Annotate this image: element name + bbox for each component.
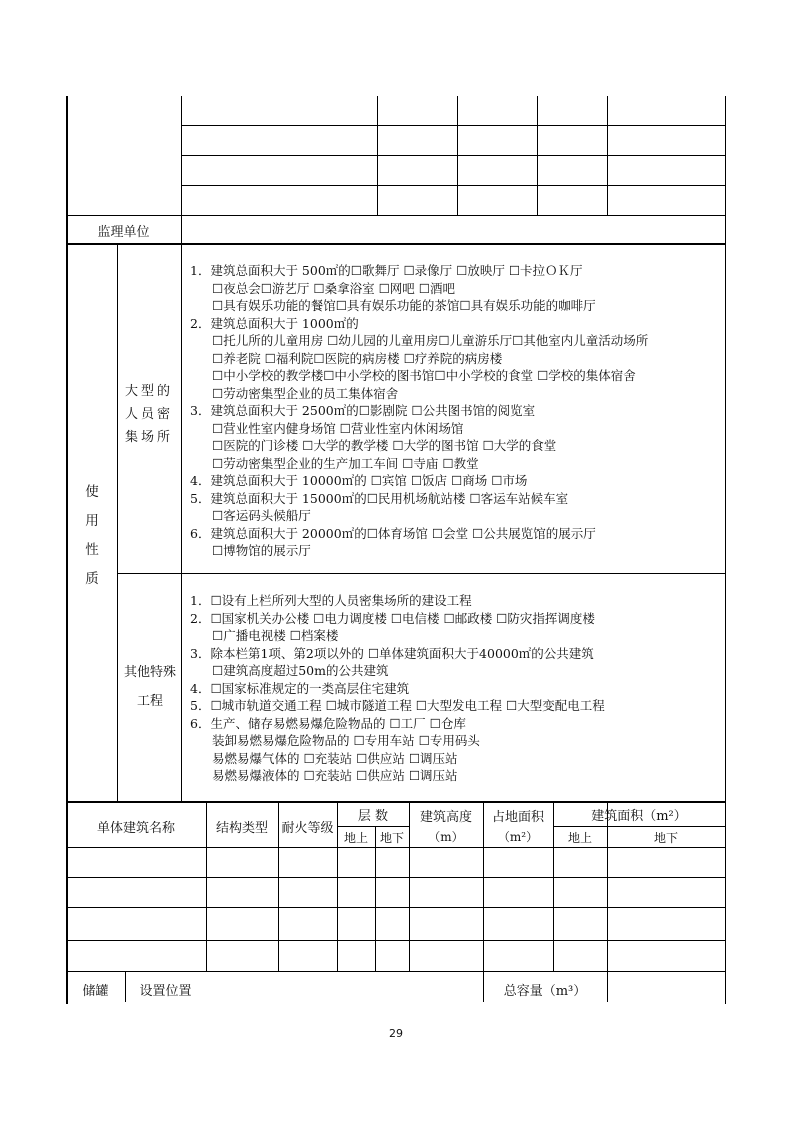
grid-line [181,243,182,802]
grid-line [66,907,725,908]
list-item: ☐医院的门诊楼 ☐大学的教学楼 ☐大学的图书馆 ☐大学的食堂 [212,438,557,453]
building-area-header: 建筑面积（m²） [591,809,687,824]
fire-rating-header: 耐火等级 [281,821,334,836]
grid-line [66,847,725,848]
special-project-text: 其他特殊工程 [124,665,177,709]
section-divider [66,243,726,245]
list-item: ☐夜总会☐游艺厅 ☐桑拿浴室 ☐网吧 ☐酒吧 [212,280,455,296]
area-above-header: 地上 [567,831,592,845]
tank-label: 储罐 [82,984,109,999]
list-item: ☐营业性室内健身场馆 ☐营业性室内休闲场馆 [212,420,464,436]
list-item: ☐劳动密集型企业的生产加工车间 ☐寺庙 ☐教堂 [212,455,479,471]
list-item: ☐劳动密集型企业的员工集体宿舍 [212,385,399,401]
area-below-header: 地下 [653,831,678,845]
list-item: 5．☐城市轨道交通工程 ☐城市隧道工程 ☐大型发电工程 ☐大型变配电工程 [190,698,605,713]
usage-nature-text: 使用性质 [85,484,99,587]
list-item: 3．建筑总面积大于 2500㎡的☐影剧院 ☐公共图书馆的阅览室 [190,403,536,418]
list-item: 1．建筑总面积大于 500㎡的☐歌舞厅 ☐录像厅 ☐放映厅 ☐卡拉ＯＫ厅 [190,263,583,278]
grid-line [553,802,554,972]
structure-type-header: 结构类型 [215,821,268,836]
large-venue-list [190,262,648,560]
special-project-list [190,592,605,785]
grid-line [66,877,725,878]
list-item: ☐具有娱乐功能的餐馆☐具有娱乐功能的茶馆☐具有娱乐功能的咖啡厅 [212,298,596,313]
tank-capacity-label: 总容量（m³） [503,984,587,999]
height-unit: （m） [428,830,464,844]
grid-line [181,185,725,186]
special-project-label [122,658,178,716]
list-item: 易燃易爆气体的 ☐充装站 ☐供应站 ☐调压站 [212,750,458,766]
list-item: 4．建筑总面积大于 10000㎡的 ☐宾馆 ☐饭店 ☐商场 ☐市场 [190,473,528,488]
list-item: ☐建筑高度超过50m的公共建筑 [212,663,389,678]
list-item: 6．建筑总面积大于 20000㎡的☐体育场馆 ☐会堂 ☐公共展览馆的展示厅 [190,525,596,541]
grid-line [553,826,725,827]
building-name-header: 单体建筑名称 [96,821,175,836]
list-item: 3．除本栏第1项、第2项以外的 ☐单体建筑面积大于40000㎡的公共建筑 [190,645,594,661]
list-item: 2．建筑总面积大于 1000㎡的 [190,315,359,331]
floors-header: 层 数 [357,809,389,824]
list-item: 4．☐国家标准规定的一类高层住宅建筑 [190,680,410,696]
floors-below-header: 地下 [379,831,404,845]
usage-nature-label [72,478,112,594]
list-item: ☐托儿所的儿童用房 ☐幼儿园的儿童用房☐儿童游乐厅☐其他室内儿童活动场所 [212,333,649,348]
grid-line [66,971,725,972]
list-item: ☐客运码头候船厅 [212,508,311,523]
land-area-header: 占地面积 [491,810,544,825]
land-area-unit: （m²） [497,830,539,844]
list-item: ☐博物馆的展示厅 [212,543,311,558]
grid-line [117,573,725,574]
floors-above-header: 地上 [343,831,368,845]
grid-line [337,826,409,827]
list-item: 装卸易燃易爆危险物品的 ☐专用车站 ☐专用码头 [212,733,480,748]
tank-location-label: 设置位置 [139,984,192,999]
section-divider [66,801,726,803]
large-venue-text: 大型的人员密集场所 [124,384,173,445]
height-header: 建筑高度 [419,810,472,825]
grid-line [66,940,725,941]
grid-line [117,243,118,802]
supervision-label: 监理单位 [97,225,150,240]
grid-line [181,215,182,243]
list-item: 6．生产、储存易燃易爆危险物品的 ☐工厂 ☐仓库 [190,715,466,731]
list-item: 2．☐国家机关办公楼 ☐电力调度楼 ☐电信楼 ☐邮政楼 ☐防灾指挥调度楼 [190,610,595,626]
grid-line [337,802,338,972]
grid-line [181,125,725,126]
list-item: 易燃易爆液体的 ☐充装站 ☐供应站 ☐调压站 [212,768,458,783]
grid-line [66,215,725,216]
list-item: 5．建筑总面积大于 15000㎡的☐民用机场航站楼 ☐客运车站候车室 [190,490,569,506]
list-item: ☐养老院 ☐福利院☐医院的病房楼 ☐疗养院的病房楼 [212,350,503,366]
table-right-border [725,96,726,1004]
page-number: 29 [389,1027,403,1040]
list-item: ☐中小学校的教学楼☐中小学校的图书馆☐中小学校的食堂 ☐学校的集体宿舍 [212,368,636,383]
list-item: 1．☐设有上栏所列大型的人员密集场所的建设工程 [190,593,472,608]
grid-line [181,155,725,156]
list-item: ☐广播电视楼 ☐档案楼 [212,628,339,643]
large-venue-label [120,380,178,449]
